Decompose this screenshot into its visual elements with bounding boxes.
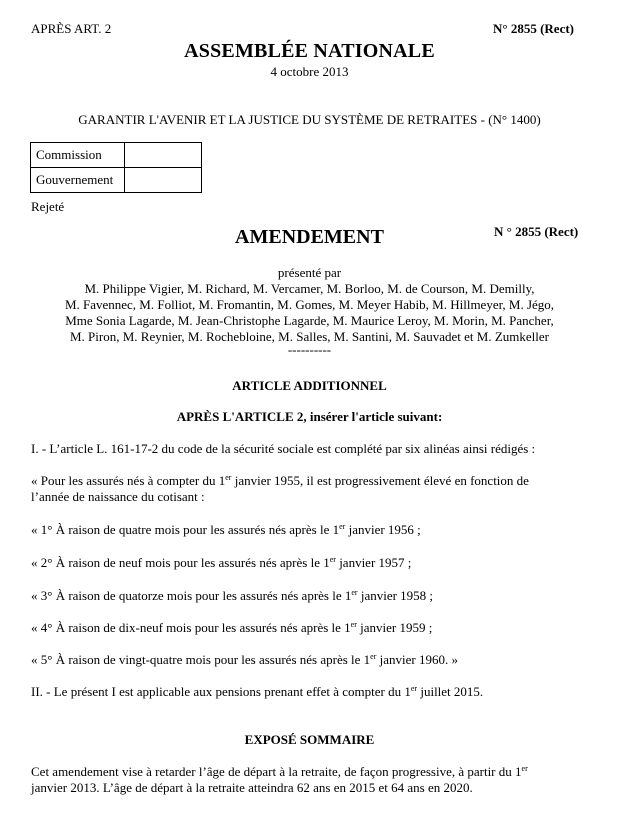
paragraph-text: juillet 2015. [417,684,484,699]
status-label: Gouvernement [31,168,125,193]
item-text: janvier 1960. » [376,652,458,667]
paragraph-2-line-2: l’année de naissance du cotisant : [31,489,205,504]
summary-line-1 [31,764,588,780]
item-text: janvier 1957 ; [335,555,412,570]
summary-heading: EXPOSÉ SOMMAIRE [244,732,375,747]
article-instruction: APRÈS L'ARTICLE 2, insérer l'article suivant: [176,409,443,424]
list-item [31,555,411,571]
authors-line: M. Philippe Vigier, M. Richard, M. Vercamer, M. Borloo, M. de Courson, M. Demilly, [84,281,535,296]
authors-line: Mme Sonia Lagarde, M. Jean-Christophe Lagarde, M. Maurice Leroy, M. Morin, M. Pancher, [65,313,554,328]
status-value [125,168,202,193]
superscript: er [339,522,346,531]
status-row-government [31,168,202,193]
item-text: « 5° À raison de vingt-quatre mois pour les assurés nés après le 1 [31,652,371,667]
superscript: er [351,588,358,597]
paragraph-applicability [31,684,483,700]
superscript: er [370,652,377,661]
superscript: er [350,620,357,629]
status-label: Commission [31,143,125,168]
paragraph-2-line-1 [31,473,588,489]
article-reference: APRÈS ART. 2 [31,21,112,36]
authors-line: M. Favennec, M. Folliot, M. Fromantin, M. Gomes, M. Meyer Habib, M. Hillmeyer, M. Jégo, [64,297,555,312]
list-item [31,620,432,636]
separator: ---------- [287,342,332,357]
item-text: « 4° À raison de dix-neuf mois pour les assurés nés après le 1 [31,620,351,635]
summary-line-2: janvier 2013. L’âge de départ à la retraite atteindra 62 ans en 2015 et 64 ans en 2020. [31,780,473,795]
paragraph-text: II. - Le présent I est applicable aux pensions prenant effet à compter du 1 [31,684,411,699]
amendment-number: N ° 2855 (Rect) [494,224,579,239]
assembly-title: ASSEMBLÉE NATIONALE [184,40,435,62]
list-item [31,588,433,604]
paragraph-intro: I. - L’article L. 161-17-2 du code de la sécurité sociale est complété par six alinéas ainsi rédigés : [31,441,536,456]
amendment-title: AMENDEMENT [235,226,384,248]
item-text: « 1° À raison de quatre mois pour les assurés nés après le 1 [31,522,340,537]
item-text: janvier 1959 ; [356,620,433,635]
superscript: er [329,555,336,564]
summary-text: Cet amendement vise à retarder l’âge de départ à la retraite, de façon progressive, à partir du 1 [31,764,522,779]
authors-line: M. Piron, M. Reynier, M. Rochebloine, M. Salles, M. Santini, M. Sauvadet et M. Zumkeller [70,329,549,344]
status-table [30,142,202,193]
amendment-number-header: N° 2855 (Rect) [493,21,575,36]
document-date: 4 octobre 2013 [270,64,349,79]
paragraph-text: « Pour les assurés nés à compter du 1 [31,473,226,488]
item-text: janvier 1956 ; [345,522,421,537]
bill-title: GARANTIR L'AVENIR ET LA JUSTICE DU SYSTÈME DE RETRAITES - (N° 1400) [78,112,541,127]
item-text: janvier 1958 ; [357,588,434,603]
list-item [31,652,458,668]
superscript: er [521,764,528,773]
paragraph-text: janvier 1955, il est progressivement élevé en fonction de [231,473,529,488]
superscript: er [225,473,232,482]
item-text: « 3° À raison de quatorze mois pour les assurés nés après le 1 [31,588,352,603]
superscript: er [410,684,418,693]
status-value [125,143,202,168]
decision-status: Rejeté [31,199,65,214]
item-text: « 2° À raison de neuf mois pour les assurés nés après le 1 [31,555,330,570]
presented-by: présenté par [277,265,342,280]
list-item [31,522,421,538]
article-heading: ARTICLE ADDITIONNEL [232,378,387,393]
status-row-commission [31,143,202,168]
